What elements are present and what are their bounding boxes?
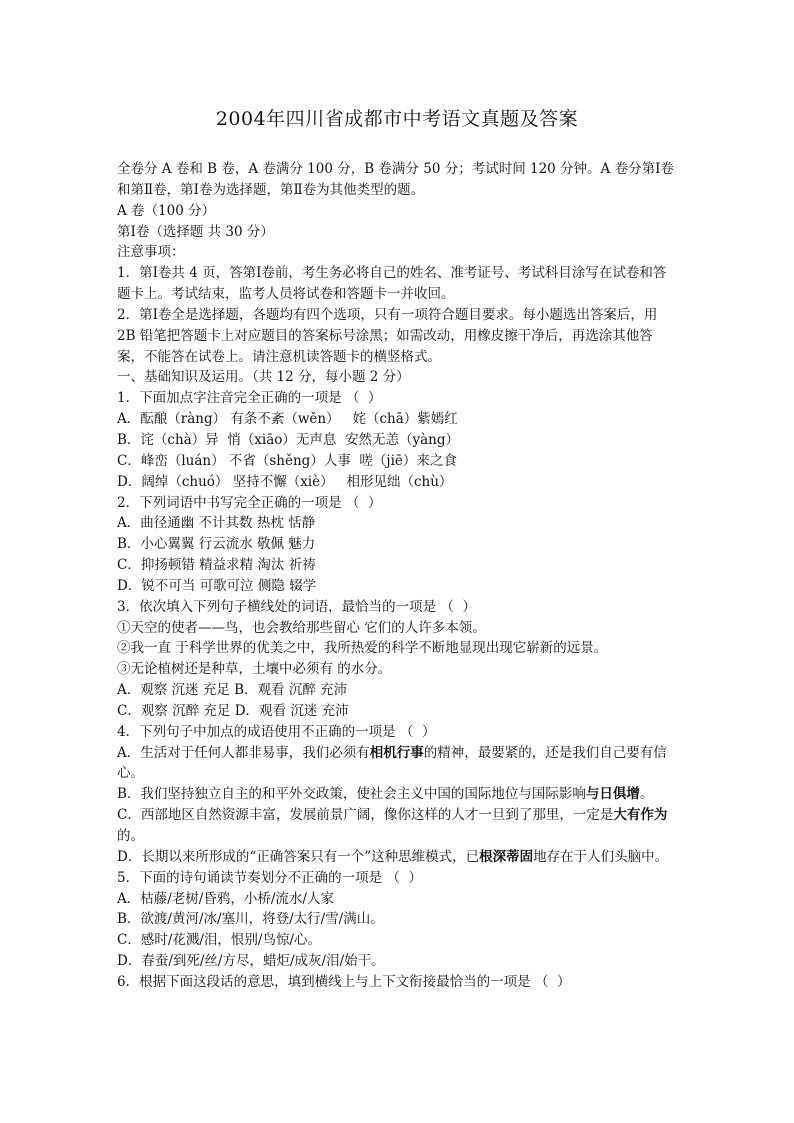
q1-option-d: D．阔绰（chuó） 坚持不懈（xiè） 相形见绌（chù） (117, 473, 453, 490)
q1-option-b: B．诧（chà）异 悄（xiāo）无声息 安然无恙（yàng） (117, 431, 460, 448)
q4-option-b (117, 784, 679, 805)
q3-sentence-1: ①天空的使者——鸟，也会教给那些留心 它们的人许多本领。 (117, 619, 486, 636)
q2-option-d: D．锐不可当 可歌可泣 侧隐 辍学 (117, 577, 317, 594)
q3-options-cd: C．观察 沉醉 充足 D．观看 沉迷 充沛 (117, 702, 349, 719)
q4-d-text: D．长期以来所形成的“正确答案只有一个”这种思维模式，已 (117, 848, 480, 865)
q4-c-text: C．西部地区自然资源丰富，发展前景广阔，像你这样的人才一旦到了那里，一定是 (117, 807, 614, 824)
q4-c-text-end: 的。 (117, 828, 144, 844)
notes-heading: 注意事项： (117, 244, 185, 261)
page-title: 2004年四川省成都市中考语文真题及答案 (215, 108, 579, 130)
q4-c-idiom: 大有作为 (613, 807, 668, 824)
q5-option-a: A．枯藤/老树/昏鸦，小桥/流水/人家 (117, 890, 334, 907)
q3-sentence-3: ③无论植树还是种草，土壤中必须有 的水分。 (117, 661, 392, 678)
question-6: 6．根据下面这段话的意思，填到横线上与上下文衔接最恰当的一项是 （ ） (117, 973, 571, 990)
section-one-heading: 一、基础知识及运用。（共 12 分，每小题 2 分） (117, 369, 410, 386)
section-a-heading: A 卷（100 分） (117, 202, 216, 219)
q4-a-text: A．生活对于任何人都非易事，我们必须有 (117, 744, 370, 761)
document-body (117, 159, 679, 993)
question-2: 2．下列词语中书写完全正确的一项是 （ ） (117, 494, 382, 511)
q2-option-b: B．小心翼翼 行云流水 敬佩 魅力 (117, 536, 316, 553)
note-2: 2．第Ⅰ卷全是选择题，各题均有四个选项，只有一项符合题目要求。每小题选出答案后，用 2B 铅笔把答题卡上对应题目的答案标号涂黑；如需改动，用橡皮擦干净后，再选涂其他答案，不能答在试卷上。请注意机读答题卡的横竖格式。 (117, 306, 662, 365)
q1-option-a: A．酝酿（ràng） 有条不紊（wěn） 姹（chā）紫嫣红 (117, 411, 458, 428)
q4-b-text-end: 。 (639, 786, 654, 803)
q2-option-a: A．曲径通幽 不计其数 热枕 恬静 (117, 515, 316, 532)
q1-option-c: C．峰峦（luán） 不省（shěng）人事 嗟（jiē）来之食 (117, 452, 457, 469)
q4-option-d (117, 847, 679, 868)
q4-b-idiom: 与日俱增 (585, 786, 640, 803)
q4-a-idiom: 相机行事 (369, 744, 424, 761)
q4-d-text-end: 地存在于人们头脑中。 (533, 848, 669, 865)
q2-option-c: C．抑扬顿错 精益求精 淘汰 祈祷 (117, 557, 316, 574)
q4-b-text: B．我们坚持独立自主的和平外交政策，使社会主义中国的国际地位与国际影响 (117, 786, 586, 803)
question-1: 1．下面加点字注音完全正确的一项是 （ ） (117, 390, 382, 407)
q4-d-idiom: 根深蒂固 (479, 848, 534, 865)
q4-option-a (117, 743, 679, 785)
q5-option-c: C．感时/花溅/泪，恨别/鸟惊/心。 (117, 932, 322, 949)
q4-option-c (117, 805, 679, 847)
q5-option-d: D．春蚕/到死/丝/方尽，蜡炬/成灰/泪/始干。 (117, 953, 385, 970)
question-4: 4．下列句子中加点的成语使用不正确的一项是 （ ） (117, 723, 436, 740)
q4-a-text-end: 的精神，最要紧的，还是我们自己要有信心。 (117, 744, 667, 782)
question-3: 3．依次填入下列句子横线处的词语，最恰当的一项是 （ ） (117, 598, 476, 615)
part-one-heading: 第Ⅰ卷（选择题 共 30 分） (117, 223, 274, 240)
q3-sentence-2: ②我一直 于科学世界的优美之中，我所热爱的科学不断地显现出现它崭新的远景。 (117, 640, 608, 657)
question-5: 5．下面的诗句诵读节奏划分不正确的一项是 （ ） (117, 869, 422, 886)
note-1: 1．第Ⅰ卷共 4 页，答第Ⅰ卷前，考生务必将自己的姓名、准考证号、考试科目涂写在试卷和答题卡上。考试结束，监考人员将试卷和答题卡一并收回。 (117, 265, 667, 303)
q3-options-ab: A．观察 沉迷 充足 B．观看 沉醉 充沛 (117, 682, 348, 699)
intro-text: 全卷分 A 卷和 B 卷，A 卷满分 100 分，B 卷满分 50 分；考试时间 120 分钟。A 卷分第Ⅰ卷和第Ⅱ卷，第Ⅰ卷为选择题，第Ⅱ卷为其他类型的题。 (117, 161, 674, 198)
q5-option-b: B．欲渡/黄河/冰/塞川，将登/太行/雪/满山。 (117, 911, 384, 928)
